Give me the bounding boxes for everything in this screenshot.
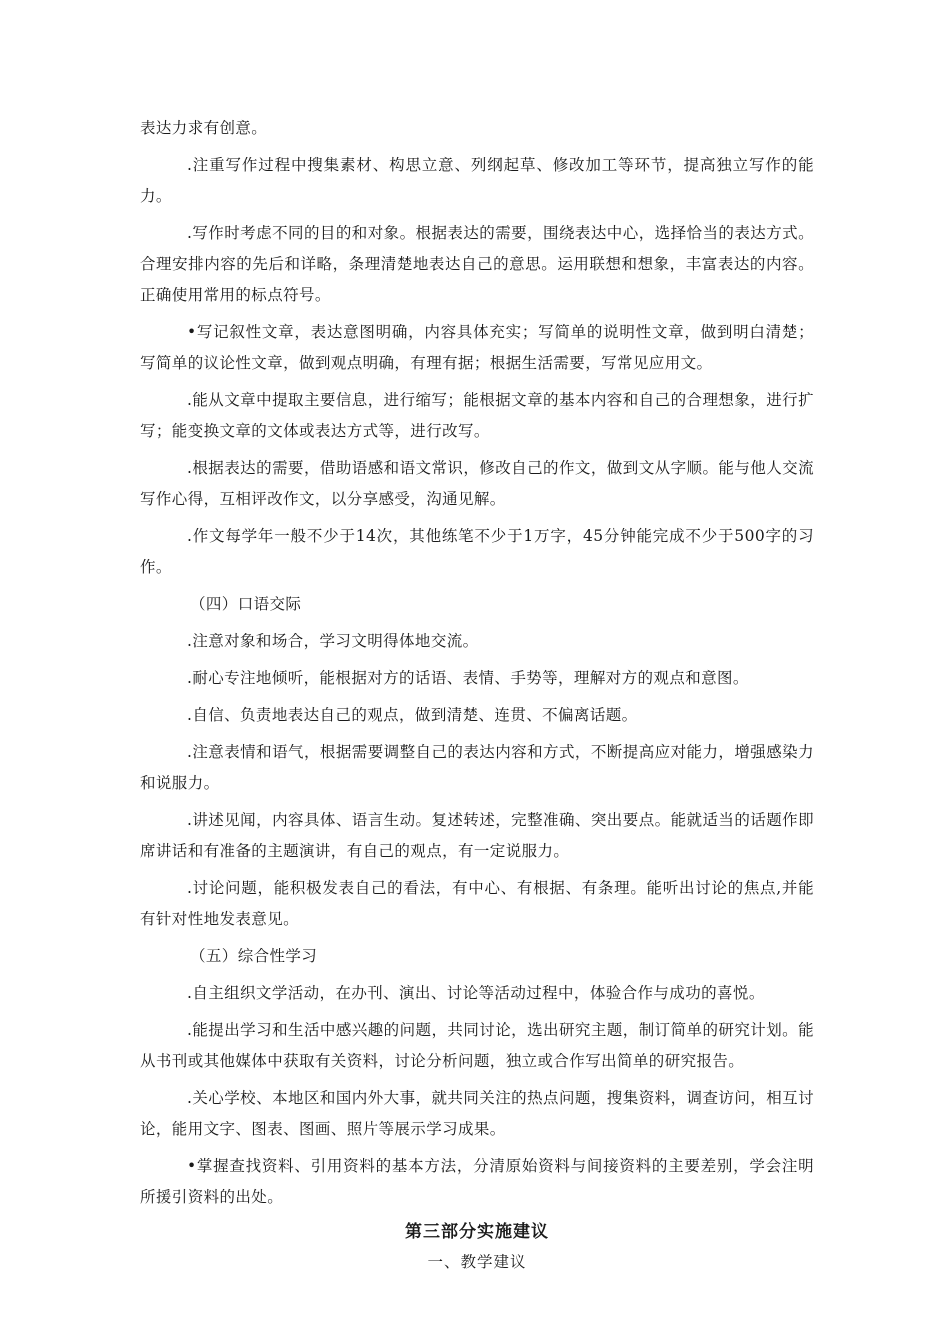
subsection-heading: （五）综合性学习 — [190, 947, 318, 965]
paragraph: .自主组织文学活动，在办刊、演出、讨论等活动过程中，体验合作与成功的喜悦。 — [187, 984, 765, 1002]
paragraph: .自信、负责地表达自己的观点，做到清楚、连贯、不偏离话题。 — [187, 706, 638, 724]
section-title: 第三部分实施建议 — [405, 1222, 549, 1242]
paragraph: •写记叙性文章，表达意图明确，内容具体充实；写简单的说明性文章，做到明白清楚；写简单的议论性文章，做到观点明确，有理有据；根据生活需要，写常见应用文。 — [140, 323, 814, 372]
section-subtitle: 一、教学建议 — [427, 1253, 527, 1271]
paragraph: .写作时考虑不同的目的和对象。根据表达的需要，围绕表达中心，选择恰当的表达方式。合理安排内容的先后和详略，条理清楚地表达自己的意思。运用联想和想象，丰富表达的内容。正确使用常用的标点符号。 — [140, 224, 814, 304]
paragraph: .关心学校、本地区和国内外大事，就共同关注的热点问题，搜集资料，调查访问，相互讨论，能用文字、图表、图画、照片等展示学习成果。 — [140, 1089, 814, 1138]
paragraph: 表达力求有创意。 — [140, 119, 268, 137]
paragraph: .能提出学习和生活中感兴趣的问题，共同讨论，选出研究主题，制订简单的研究计划。能从书刊或其他媒体中获取有关资料，讨论分析问题，独立或合作写出简单的研究报告。 — [140, 1021, 814, 1070]
paragraph: .能从文章中提取主要信息，进行缩写；能根据文章的基本内容和自己的合理想象，进行扩写；能变换文章的文体或表达方式等，进行改写。 — [140, 391, 814, 440]
paragraph: •掌握查找资料、引用资料的基本方法，分清原始资料与间接资料的主要差别，学会注明所援引资料的出处。 — [140, 1157, 814, 1206]
paragraph: .讨论问题，能积极发表自己的看法，有中心、有根据、有条理。能听出讨论的焦点,并能有针对性地发表意见。 — [140, 879, 814, 928]
paragraph-list — [140, 113, 814, 1213]
paragraph: .注重写作过程中搜集素材、构思立意、列纲起草、修改加工等环节，提高独立写作的能力。 — [140, 156, 814, 205]
paragraph: .作文每学年一般不少于14次，其他练笔不少于1万字，45分钟能完成不少于500字的习作。 — [140, 527, 814, 576]
paragraph: .耐心专注地倾听，能根据对方的话语、表情、手势等，理解对方的观点和意图。 — [187, 669, 749, 687]
subsection-heading: （四）口语交际 — [190, 595, 302, 613]
paragraph: .讲述见闻，内容具体、语言生动。复述转述，完整准确、突出要点。能就适当的话题作即席讲话和有准备的主题演讲，有自己的观点，有一定说服力。 — [140, 811, 814, 860]
paragraph: .根据表达的需要，借助语感和语文常识，修改自己的作文，做到文从字顺。能与他人交流写作心得，互相评改作文，以分享感受，沟通见解。 — [140, 459, 814, 508]
document-body — [140, 113, 814, 1275]
paragraph: .注意对象和场合，学习文明得体地交流。 — [187, 632, 479, 650]
paragraph: .注意表情和语气，根据需要调整自己的表达内容和方式，不断提高应对能力，增强感染力和说服力。 — [140, 743, 814, 792]
